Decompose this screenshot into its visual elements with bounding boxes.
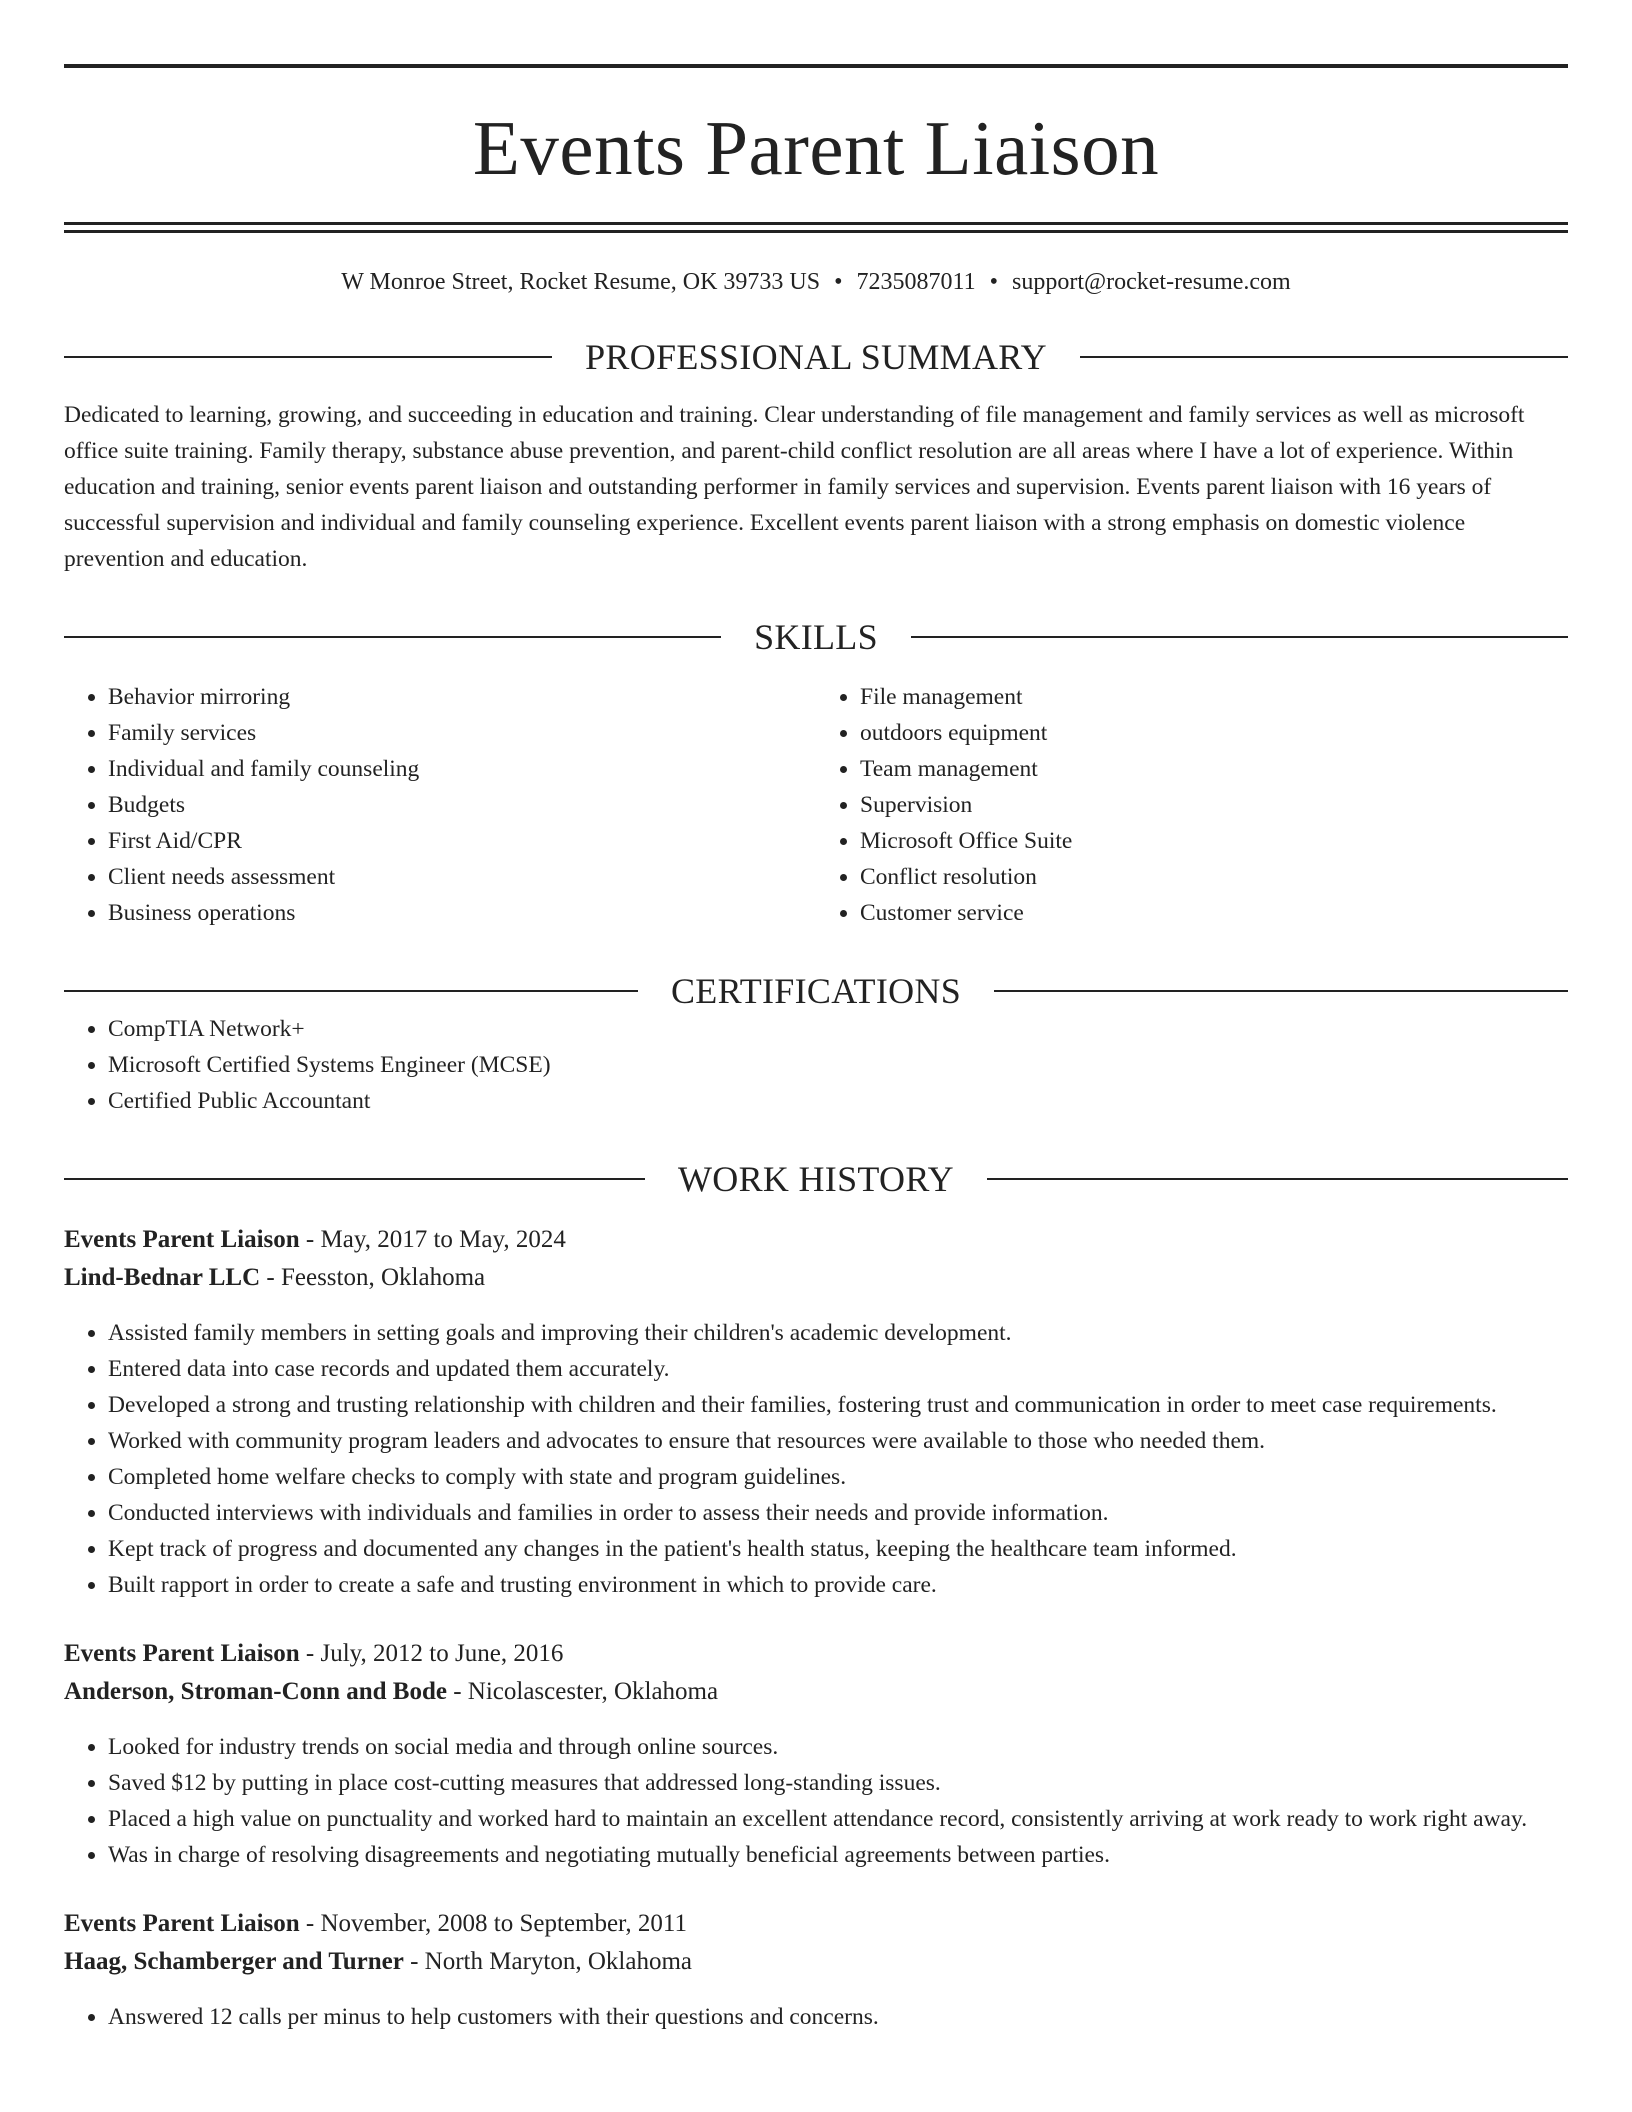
job-dash: - xyxy=(299,1226,321,1253)
job-title-line xyxy=(64,1635,1568,1673)
job-bullet: • Entered data into case records and updated them accurately. xyxy=(108,1351,1568,1387)
job-company-line xyxy=(64,1673,1568,1711)
skill-item: • Family services xyxy=(108,715,816,751)
certifications-list xyxy=(64,1011,1568,1119)
job-dash: - xyxy=(299,1640,321,1667)
section-heading-skills xyxy=(64,617,1568,657)
skill-item: • Team management xyxy=(860,751,1568,787)
job-bullet: • Placed a high value on punctuality and worked hard to maintain an excellent attendance record, consistently arriving at work ready to work right away. xyxy=(108,1801,1568,1837)
heading-rule xyxy=(64,1178,645,1180)
skills-list-right xyxy=(816,679,1568,931)
job-dates: July, 2012 to June, 2016 xyxy=(320,1640,564,1667)
job-company-line xyxy=(64,1943,1568,1981)
skill-item: • File management xyxy=(860,679,1568,715)
heading-rule xyxy=(994,990,1568,992)
resume-name: Events Parent Liaison xyxy=(472,105,1160,191)
job-bullet: • Worked with community program leaders and advocates to ensure that resources were available to those who needed them. xyxy=(108,1423,1568,1459)
job-company-line xyxy=(64,1259,1568,1297)
job-bullet: • Built rapport in order to create a safe and trusting environment in which to provide care. xyxy=(108,1567,1568,1603)
certification-item: • Certified Public Accountant xyxy=(108,1083,1568,1119)
skill-item: • Client needs assessment xyxy=(108,859,816,895)
job-bullets xyxy=(64,1999,1568,2035)
job-location: North Maryton, Oklahoma xyxy=(424,1948,692,1975)
job-dash: - xyxy=(260,1264,281,1291)
heading-rule xyxy=(987,1178,1568,1180)
contact-separator: • xyxy=(834,269,843,295)
job-title: Events Parent Liaison xyxy=(64,1226,300,1253)
job-bullet: • Completed home welfare checks to comply with state and program guidelines. xyxy=(108,1459,1568,1495)
top-rule xyxy=(64,64,1568,68)
section-title: CERTIFICATIONS xyxy=(670,971,962,1011)
job-bullet: • Answered 12 calls per minus to help customers with their questions and concerns. xyxy=(108,1999,1568,2035)
heading-rule xyxy=(1080,356,1568,358)
contact-phone: 7235087011 xyxy=(856,269,976,295)
skill-item: • Microsoft Office Suite xyxy=(860,823,1568,859)
job-entry xyxy=(64,1905,1568,2035)
job-bullet: • Looked for industry trends on social media and through online sources. xyxy=(108,1729,1568,1765)
certification-item: • Microsoft Certified Systems Engineer (MCSE) xyxy=(108,1047,1568,1083)
heading-rule xyxy=(64,356,552,358)
section-heading-summary xyxy=(64,337,1568,377)
job-bullets xyxy=(64,1315,1568,1603)
double-rule xyxy=(64,222,1568,233)
job-title-line xyxy=(64,1221,1568,1259)
summary-text: Dedicated to learning, growing, and succeeding in education and training. Clear understanding of file management and family services as well as microsoft office suite training. Family therapy, substance abuse prevention, and parent-child conflict resolution are all areas where I have a lot of experience. Within education and training, senior events parent liaison and outstanding performer in family services and supervision. Events parent liaison with 16 years of successful supervision and individual and family counseling experience. Excellent events parent liaison with a strong emphasis on domestic violence prevention and education. xyxy=(64,402,1525,572)
job-dash: - xyxy=(299,1910,321,1937)
job-bullet: • Conducted interviews with individuals and families in order to assess their needs and provide information. xyxy=(108,1495,1568,1531)
job-title: Events Parent Liaison xyxy=(64,1640,300,1667)
skill-item: • Customer service xyxy=(860,895,1568,931)
job-bullet: • Kept track of progress and documented any changes in the patient's health status, keeping the healthcare team informed. xyxy=(108,1531,1568,1567)
contact-separator: • xyxy=(989,269,999,295)
job-bullets xyxy=(64,1729,1568,1873)
section-title: PROFESSIONAL SUMMARY xyxy=(585,337,1047,377)
job-company: Haag, Schamberger and Turner xyxy=(64,1948,404,1975)
job-dash: - xyxy=(446,1678,468,1705)
job-location: Nicolascester, Oklahoma xyxy=(467,1678,719,1705)
section-heading-certifications xyxy=(64,971,1568,1011)
skill-item: • Business operations xyxy=(108,895,816,931)
skill-item: • Conflict resolution xyxy=(860,859,1568,895)
job-company: Anderson, Stroman-Conn and Bode xyxy=(64,1678,447,1705)
job-dash: - xyxy=(403,1948,425,1975)
contact-address: W Monroe Street, Rocket Resume, OK 39733 US xyxy=(341,269,821,295)
skill-item: • First Aid/CPR xyxy=(108,823,816,859)
job-bullet: • Saved $12 by putting in place cost-cutting measures that addressed long-standing issues. xyxy=(108,1765,1568,1801)
heading-rule xyxy=(911,636,1568,638)
job-dates: November, 2008 to September, 2011 xyxy=(320,1910,687,1937)
resume-page xyxy=(64,64,1568,2035)
skill-item: • Behavior mirroring xyxy=(108,679,816,715)
heading-rule xyxy=(64,636,721,638)
job-company: Lind-Bednar LLC xyxy=(64,1264,261,1291)
job-bullet: • Was in charge of resolving disagreements and negotiating mutually beneficial agreements between parties. xyxy=(108,1837,1568,1873)
skill-item: • Supervision xyxy=(860,787,1568,823)
skill-item: • outdoors equipment xyxy=(860,715,1568,751)
section-heading-work-history xyxy=(64,1159,1568,1199)
section-title: SKILLS xyxy=(754,617,878,657)
heading-rule xyxy=(64,990,638,992)
section-title: WORK HISTORY xyxy=(678,1159,954,1199)
skills-list-left xyxy=(64,679,816,931)
skill-item: • Individual and family counseling xyxy=(108,751,816,787)
job-title: Events Parent Liaison xyxy=(64,1910,300,1937)
skill-item: • Budgets xyxy=(108,787,816,823)
job-entry xyxy=(64,1221,1568,1603)
job-dates: May, 2017 to May, 2024 xyxy=(320,1226,566,1253)
job-title-line xyxy=(64,1905,1568,1943)
job-bullet: • Assisted family members in setting goals and improving their children's academic development. xyxy=(108,1315,1568,1351)
job-entry xyxy=(64,1635,1568,1873)
skills-grid xyxy=(64,679,1568,931)
contact-email: support@rocket-resume.com xyxy=(1012,269,1291,295)
certification-item: • CompTIA Network+ xyxy=(108,1011,1568,1047)
job-bullet: • Developed a strong and trusting relationship with children and their families, fostering trust and communication in order to meet case requirements. xyxy=(108,1387,1568,1423)
job-location: Feesston, Oklahoma xyxy=(280,1264,486,1291)
contact-line xyxy=(64,267,1568,297)
